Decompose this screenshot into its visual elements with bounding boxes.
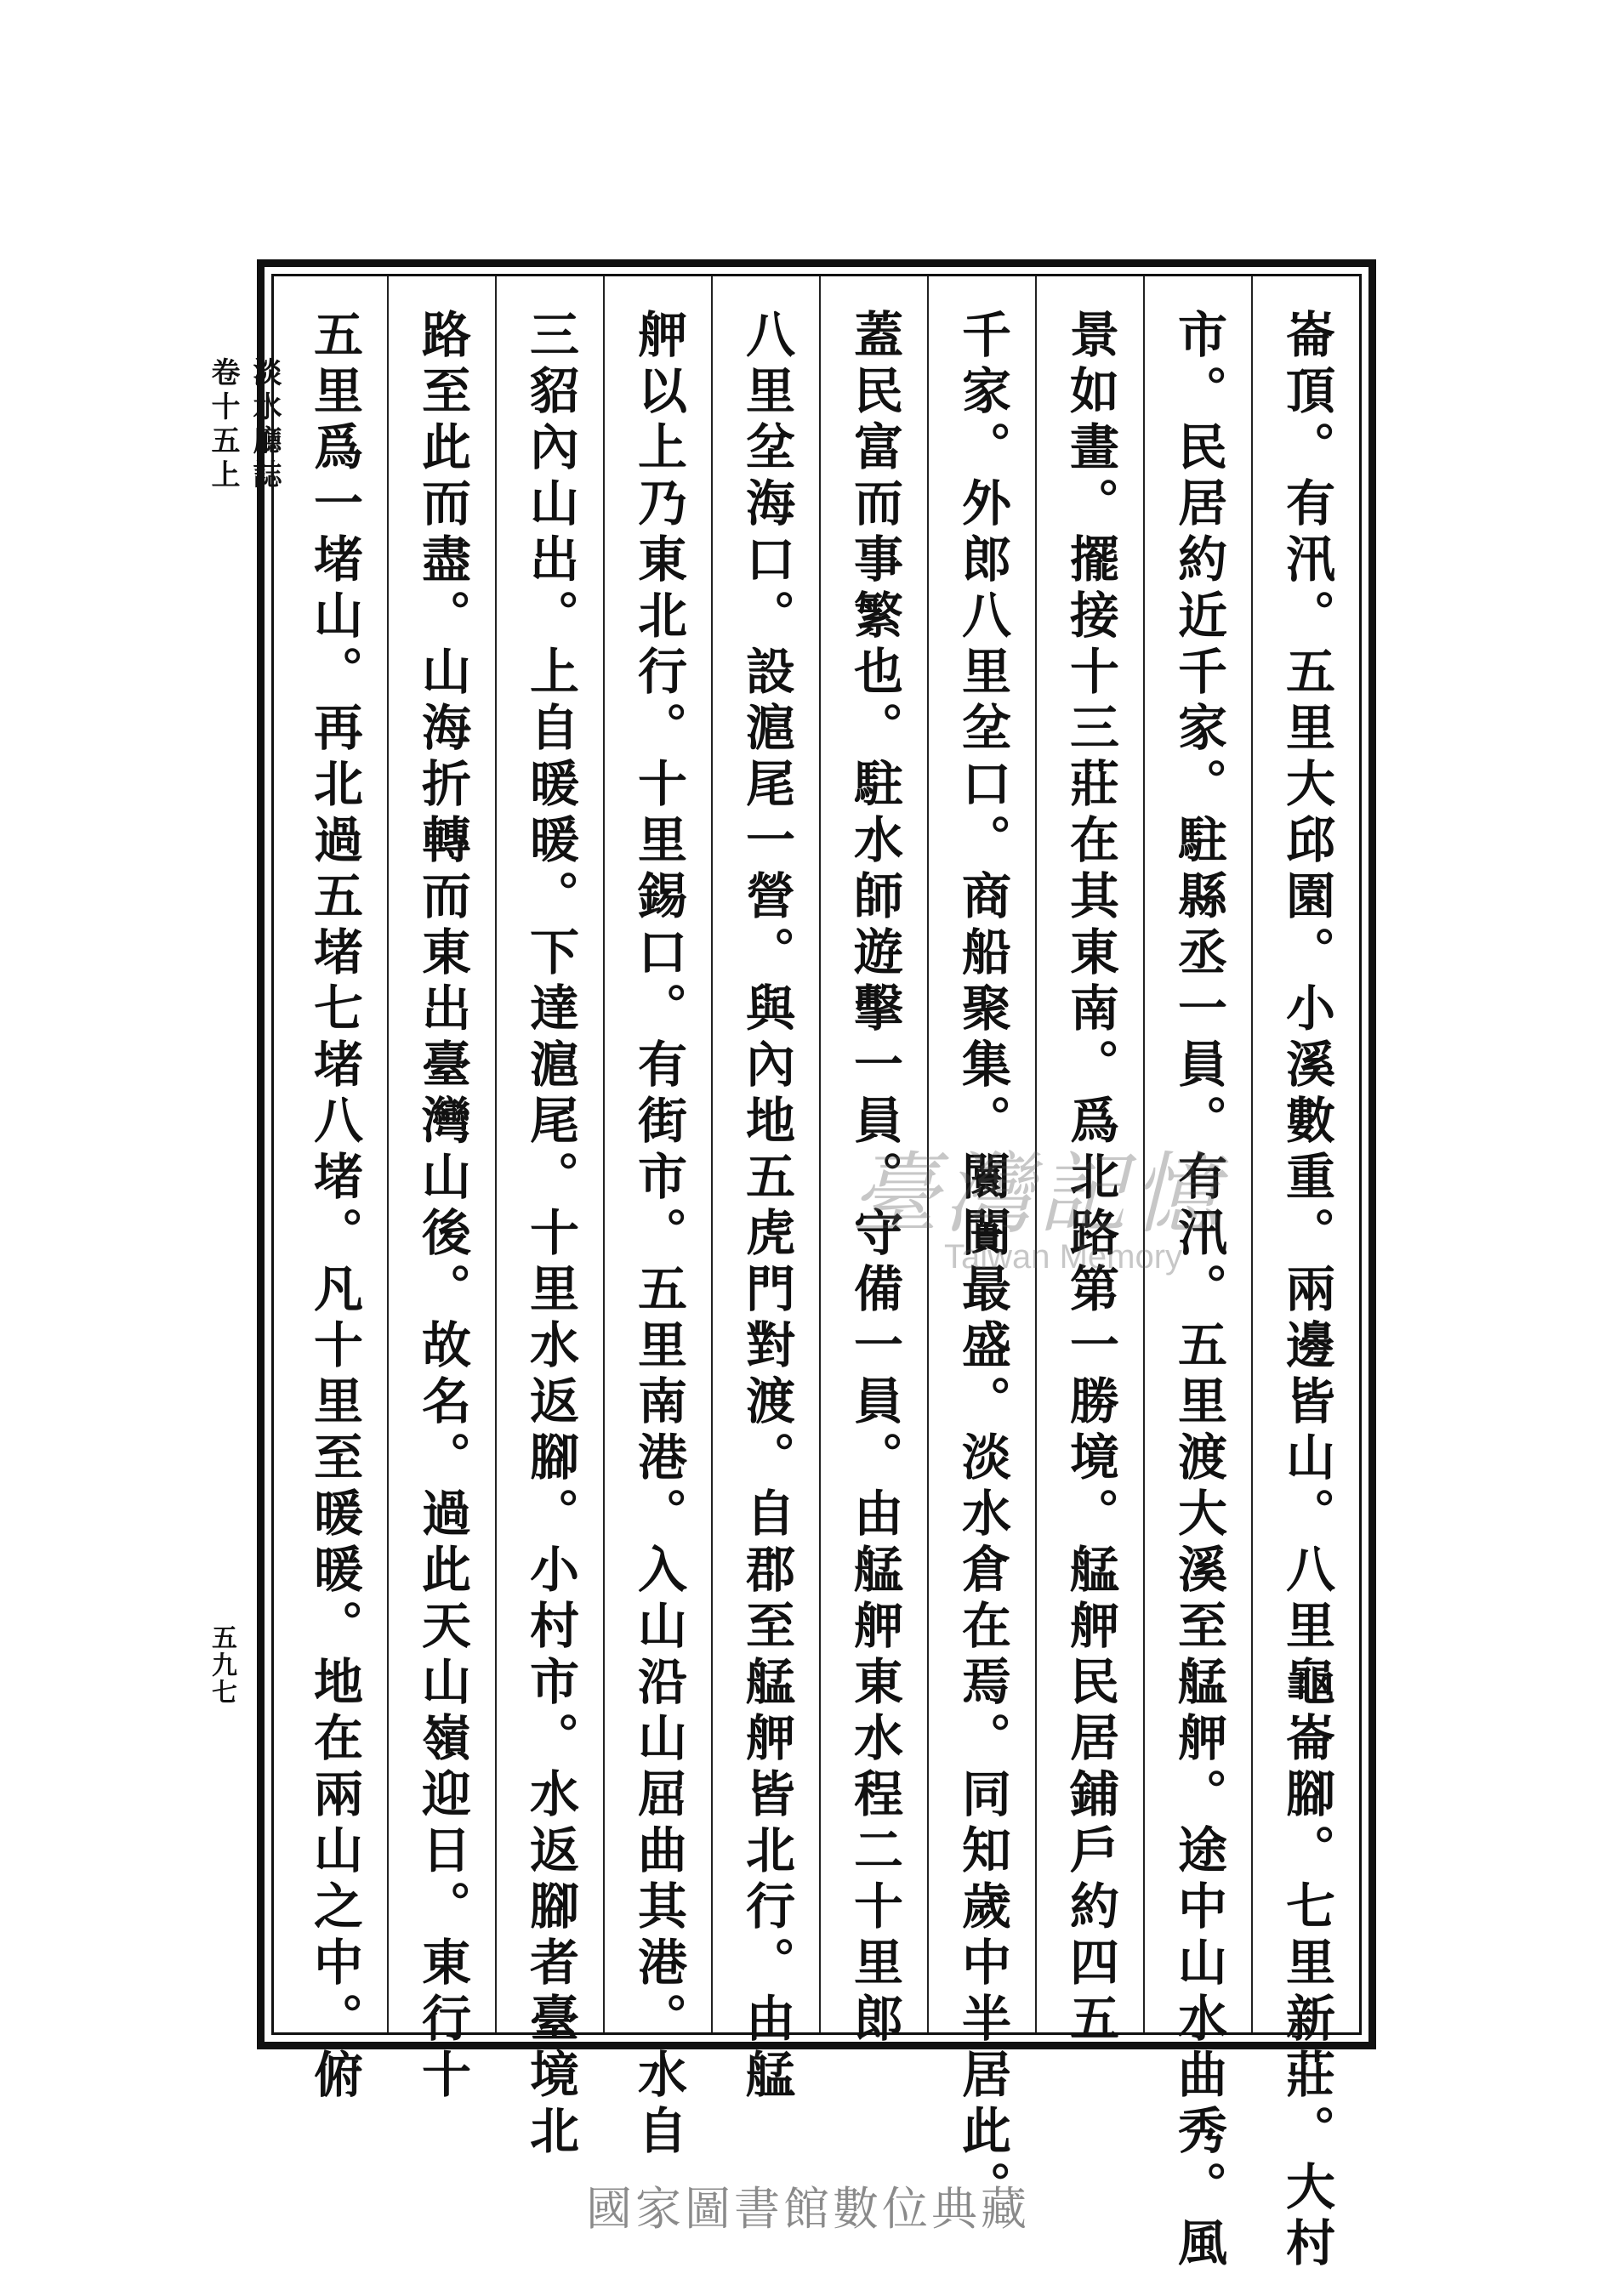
text-column (1253, 276, 1359, 2273)
book-title: 淡水廳誌 (248, 357, 282, 493)
column-text: 三貂內山出。上自暖暖。下達滬尾。十里水返腳。小村市。水返腳者臺境北 (521, 309, 579, 2161)
text-column (1037, 276, 1143, 2049)
chapter-label: 卷十五上 (206, 357, 240, 493)
column-text: 蓋民富而事繁也。駐水師遊擊一員。守備一員。由艋舺東水程二十里郎 (845, 309, 903, 2049)
column-text: 市。民居約近千家。駐縣丞一員。有汛。五里渡大溪至艋舺。途中山水曲秀。風 (1169, 309, 1227, 2273)
column-divider (603, 276, 605, 2032)
text-column (605, 276, 711, 2161)
text-column (713, 276, 819, 2105)
page-number: 五九七 (207, 1624, 236, 1706)
text-column (929, 276, 1035, 2217)
text-column (1145, 276, 1251, 2273)
column-text: 千家。外郎八里坌口。商船聚集。闤闠最盛。淡水倉在焉。同知歲中半居此。 (953, 309, 1011, 2217)
column-text: 景如畫。擺接十三莊在其東南。爲北路第一勝境。艋舺民居鋪戶約四五 (1061, 309, 1119, 2049)
text-column (821, 276, 927, 2049)
column-text: 五里爲一堵山。再北過五堵七堵八堵。凡十里至暖暖。地在兩山之中。俯 (305, 309, 363, 2105)
column-divider (927, 276, 929, 2032)
watermark-title: 臺灣記憶 (851, 1142, 1226, 1246)
footer-credit: 國家圖書館數位典藏 (586, 2182, 1030, 2236)
column-text: 舺以上乃東北行。十里錫口。有街市。五里南港。入山沿山屈曲其港。水自 (629, 309, 687, 2161)
column-text: 崙頂。有汛。五里大邱園。小溪數重。兩邊皆山。八里龜崙腳。七里新莊。大村 (1277, 309, 1335, 2273)
text-column (389, 276, 495, 2105)
column-text: 路至此而盡。山海折轉而東出臺灣山後。故名。過此天山嶺迎日。東行十 (413, 309, 471, 2105)
watermark-subtitle: Taiwan Memory (943, 1238, 1183, 1276)
column-divider (819, 276, 821, 2032)
column-divider (711, 276, 713, 2032)
column-divider (1035, 276, 1037, 2032)
column-divider (387, 276, 389, 2032)
text-column (279, 276, 387, 2105)
text-column (497, 276, 603, 2161)
column-divider (1143, 276, 1145, 2032)
column-divider (495, 276, 497, 2032)
column-text: 八里坌海口。設滬尾一營。與內地五虎門對渡。自郡至艋舺皆北行。由艋 (737, 309, 795, 2105)
column-divider (1251, 276, 1253, 2032)
